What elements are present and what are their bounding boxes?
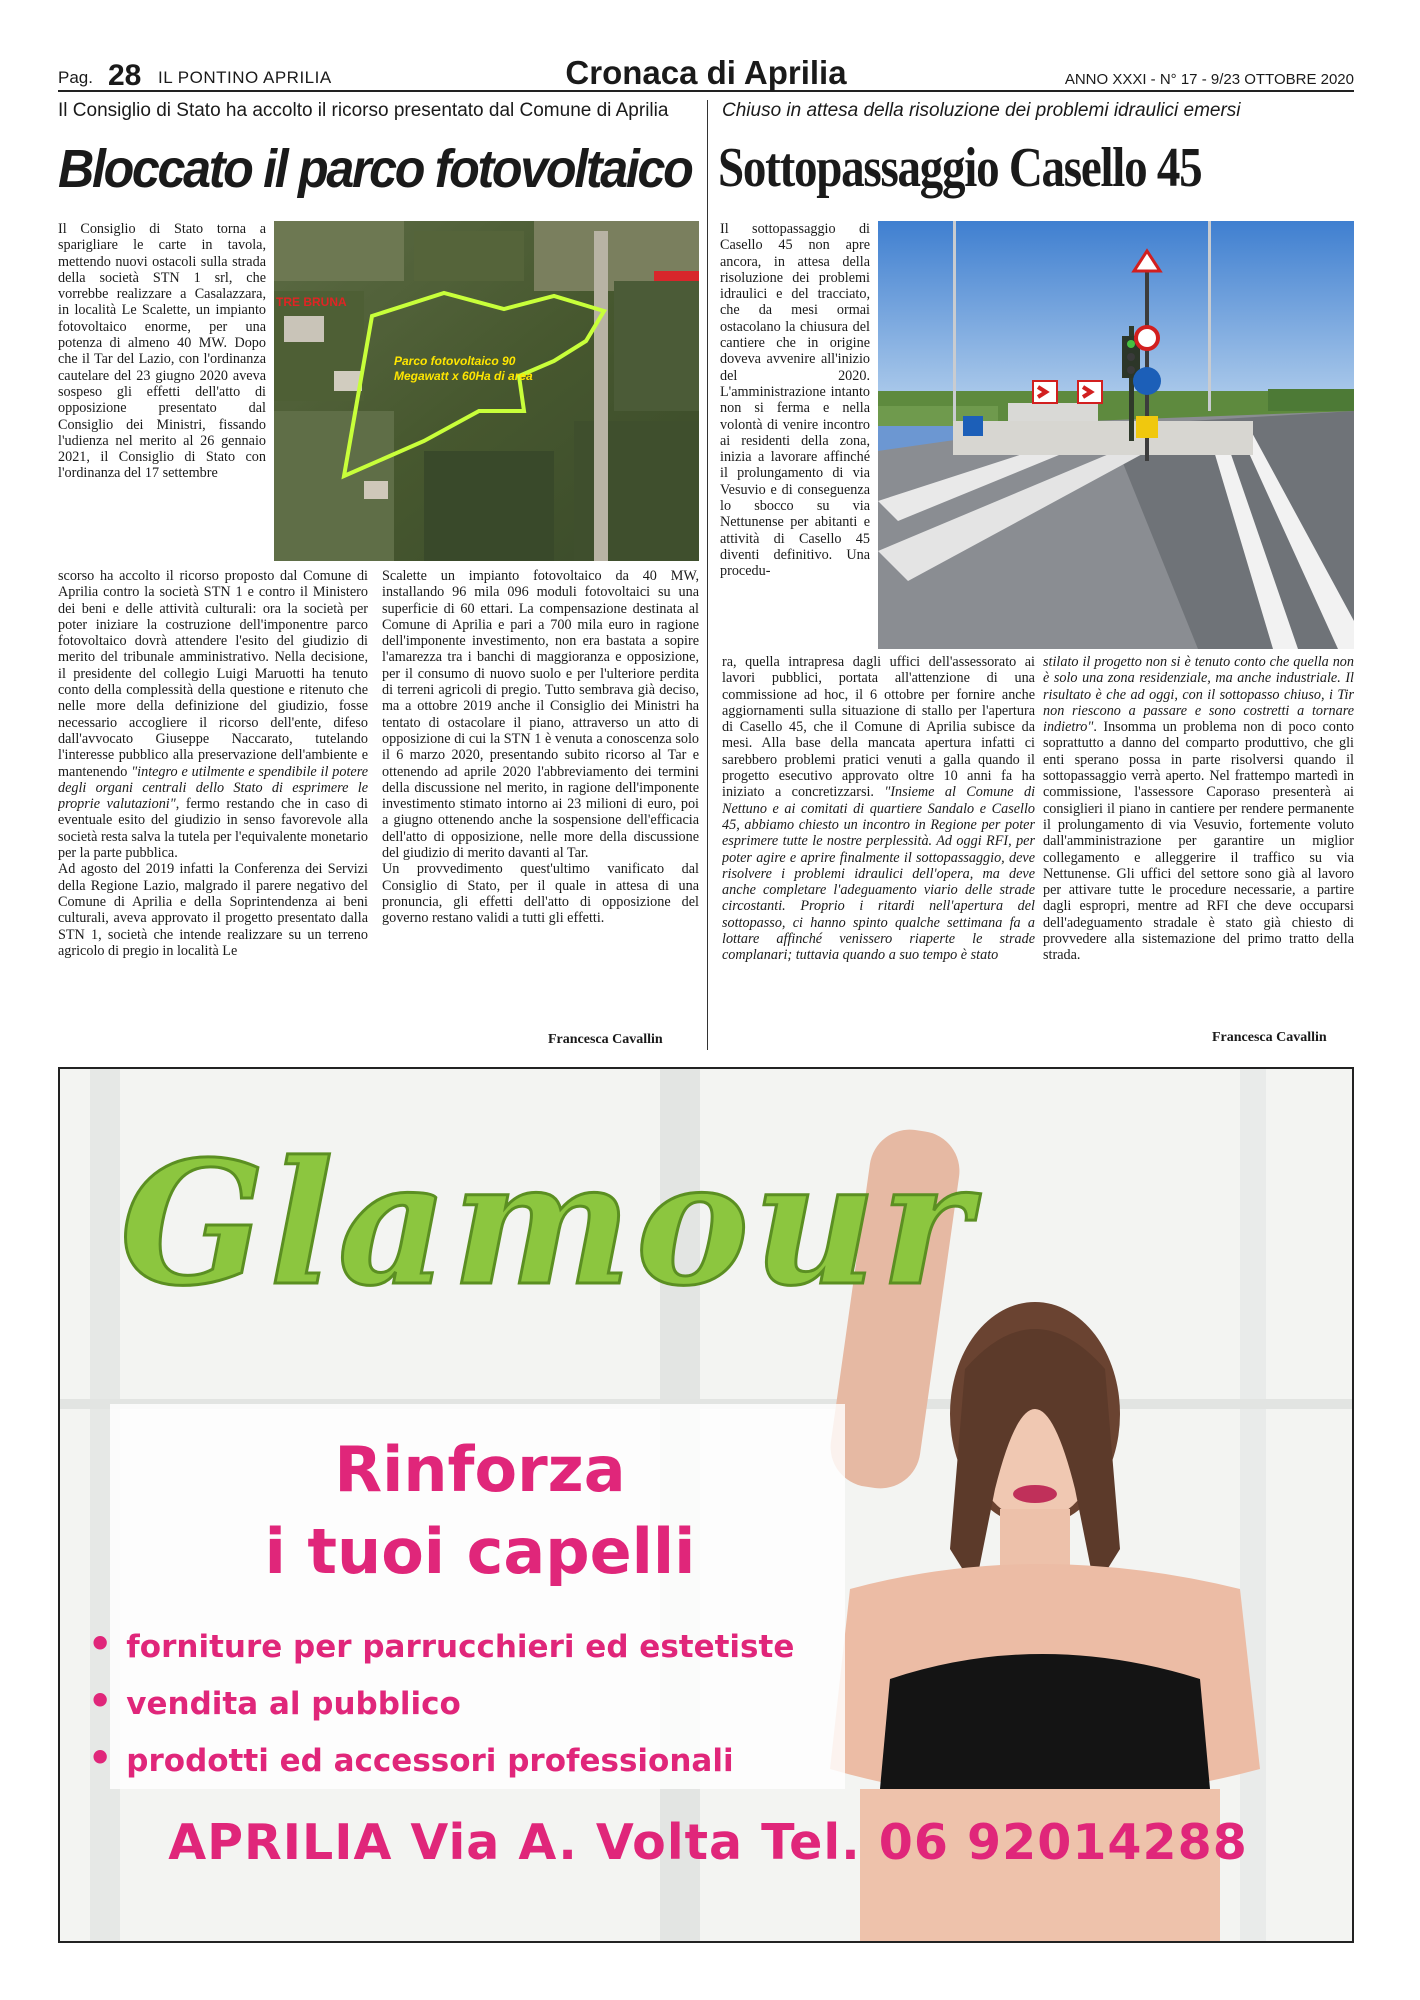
ad-service-item: • prodotti ed accessori professionali <box>88 1731 794 1788</box>
right-article-intro-text: Il sottopassaggio di Casello 45 non apre ancora, in attesa della risoluzione dei problemi idraulici e del tracciato, che da mesi ormai ostacolano la chiusura del cantiere che in origine doveva avvenire all'inizio del 2020. L'amministrazione intanto non si ferma e nella volontà di venire incontro ai residenti della zona, inizia a lavorare affinché il prolungamento di via Vesuvio e di conseguenza lo sbocco su via Nettunense per abitanti e attività di Casello 45 diventi definitivo. Una procedu- <box>720 221 870 580</box>
ad-brand-logo: Glamour <box>120 1124 975 1324</box>
left-article-column-1 <box>58 568 368 1046</box>
newspaper-name: IL PONTINO APRILIA <box>158 68 332 87</box>
page-number: 28 <box>108 59 142 92</box>
page-label: Pag. <box>58 68 93 87</box>
left-col1-text-a: scorso ha accolto il ricorso proposto dal Comune di Aprilia contro la società STN 1 e contro il Ministero dei beni e delle attività culturali: ora la società per poter iniziare la costruzione dell'imponentre parco fotovoltaico dovrà attendere l'esito del giudizio di merito del tribunale amministrativo. Nella decisione, il presidente del collegio Luigi Maruotti ha tenuto conto della complessità della questione e ritenuto che nelle more della definizione del giudizio, fosse necessario accogliere il ricorso dell'ente, difeso dall'avvocato Giuseppe Naccarato, tutelando l'interesse pubblico alla preservazione dell'ambiente e mantenendo <box>58 568 368 780</box>
left-article-kicker: Il Consiglio di Stato ha accolto il ricorso presentato dal Comune di Aprilia <box>58 100 669 121</box>
left-article-intro-text: Il Consiglio di Stato torna a sparigliare le carte in tavola, mettendo nuovi ostacoli sulla strada della società STN 1 srl, che vorrebbe realizzare a Casalazzara, in località Le Scalette, un impianto fotovoltaico enorme, per una potenza di almeno 40 MW. Dopo che il Tar del Lazio, con l'ordinanza cautelare del 23 giugno 2020 aveva sospeso gli effetti dell'atto di opposizione presentato dal Consiglio dei Ministri, fissando l'udienza nel merito al 26 gennaio 2021, il Consiglio di Stato con l'ordinanza del 17 settembre <box>58 221 266 482</box>
aerial-photo <box>274 221 699 561</box>
aerial-caption-line-2: Megawatt x 60Ha di area <box>394 369 533 383</box>
right-article-intro <box>720 221 870 649</box>
left-article-intro <box>58 221 266 563</box>
left-col2-paragraph-b: Un provvedimento quest'ultimo vanificato dal Consiglio di Stato, per il quale in attesa di una pronuncia, gli effetti dell'atto di opposizione del governo restano validi a tutti gli effetti. <box>382 861 699 927</box>
left-col1-text-b: , fermo restando che in caso di eventuale esito del giudizio in senso favorevole alla società resta salva la tutela per l'equivalente monetario per la parte pubblica. <box>58 796 368 862</box>
right-article-column-3 <box>1043 654 1354 1030</box>
issue-info: ANNO XXXI - N° 17 - 9/23 OTTOBRE 2020 <box>1064 71 1354 88</box>
ad-headline <box>120 1429 840 1593</box>
right-article-headline: Sottopassaggio Casello 45 <box>718 137 1202 199</box>
left-col1-paragraph-c: Ad agosto del 2019 infatti la Conferenza dei Servizi della Regione Lazio, malgrado il parere negativo del Comune di Aprilia e della Soprintendenza ai beni culturali, aveva approvato il progetto presentato dalla STN 1, società che intende realizzare su un terreno agricolo di pregio in località Le <box>58 861 368 959</box>
ad-headline-line-1: Rinforza <box>334 1433 626 1506</box>
left-col1-quote: "integro e utilmente e spendibile il potere degli organi centrali dello Stato di esprimere le proprie valutazioni" <box>58 763 368 813</box>
page-header <box>58 54 1354 92</box>
aerial-photo-graphic <box>274 221 699 561</box>
ad-service-item: • forniture per parrucchieri ed estetiste <box>88 1617 794 1674</box>
right-col2-text: ra, quella intrapresa dagli uffici dell'assessorato ai lavori pubblici, portata all'attenzione di una commissione ad hoc, il 6 ottobre per fornire anche aggiornamenti sulla situazione di stallo per l'apertura di Casello 45, che il Comune di Aprilia subisce da mesi. Alla base della mancata apertura infatti ci sarebbero problemi pratici venuti a galla quando il progetto esecutivo approvato oltre 10 anni fa ha iniziato a concretizzarsi. <box>722 654 1035 801</box>
right-article-kicker: Chiuso in attesa della risoluzione dei problemi idraulici emersi <box>722 100 1241 121</box>
left-col1-paragraph-a <box>58 568 368 861</box>
left-col2-paragraph-a: Scalette un impianto fotovoltaico da 40 MW, installando 96 mila 096 moduli fotovoltaici su una superficie di 60 ettari. La compensazione destinata al Comune di Aprilia e pari a 700 mila euro in ragione dell'imponente investimento, non era bastata a sopire l'amarezza tra i banchi di maggioranza e opposizione, per il consumo di nuovo suolo e per l'ulteriore perdita di terreni agricoli di pregio. Tutto sembrava già deciso, ma a ottobre 2019 anche il Consiglio dei Ministri ha tentato di ostacolare il piano, attraverso un atto di opposizione di cui la STN 1 è venuta a conoscenza solo il 6 marzo 2020, presentando subito ricorso al Tar e ottenendo ad aprile 2020 l'abbreviamento dei termini della discussione nel merito, in ragione dell'imponente investimento stimato intorno ai 23 milioni di euro, poi a giugno ottenendo anche la sospensione dell'efficacia dell'atto di opposizione, nelle more della discussione del giudizio di merito davanti al Tar. <box>382 568 699 862</box>
column-divider <box>707 100 708 1050</box>
right-col2-quote: "Insieme al Comune di Nettuno e ai comitati di quartiere Sandalo e Casello 45, abbiamo chiesto un incontro in Regione per poter esprimere tutte le nostre perplessità. Ad oggi RFI, per poter agire e aprire finalmente il sottopassaggio, deve risolvere i problemi idraulici dell'opera, ma deve anche completare l'adeguamento viario delle strade circostanti. Proprio i ritardi nell'apertura del sottopasso, ci hanno spinto qualche settimana fa a lottare affinché venissero riaperte le strade complanari; tuttavia quando a suo tempo è stato <box>722 784 1035 964</box>
right-col3-text: . Insomma un problema non di poco conto soprattutto a danno del comparto produttivo, che gli enti sperano possa in parte risolversi quando il sottopassaggio verrà aperto. Nel frattempo martedì in commissione, l'assessore Caporaso presenterà ai consiglieri il piano in cantiere per rendere permanente il prolungamento di via Vesuvio, fortemente voluto dall'amministrazione per garantire un miglior collegamento e alleggerire il traffico su via Nettunense. Gli uffici del settore sono già al lavoro per attivare tutte le procedure necessarie, a partire dagli espropri, mentre ad RFI che deve occuparsi dell'adeguamento stradale è stato già chiesto di provvedere alla sistemazione del primo tratto della strada. <box>1043 719 1354 964</box>
ad-services-list <box>88 1617 794 1788</box>
left-article-column-2 <box>382 568 699 1030</box>
ad-service-item: • vendita al pubblico <box>88 1674 794 1731</box>
underpass-photo <box>878 221 1354 649</box>
section-title: Cronaca di Aprilia <box>565 54 847 91</box>
right-article-column-2 <box>722 654 1035 1049</box>
left-article-byline: Francesca Cavallin <box>548 1032 663 1047</box>
glamour-advertisement <box>58 1067 1354 1943</box>
ad-contact-line: APRILIA Via A. Volta Tel. 06 92014288 <box>168 1814 1248 1871</box>
underpass-photo-graphic <box>878 221 1354 649</box>
aerial-photo-caption <box>394 354 533 384</box>
ad-headline-line-2: i tuoi capelli <box>264 1515 696 1588</box>
left-article-headline: Bloccato il parco fotovoltaico <box>58 139 692 199</box>
right-col3-paragraph <box>1043 654 1354 964</box>
aerial-caption-line-1: Parco fotovoltaico 90 <box>394 354 516 368</box>
right-article-byline: Francesca Cavallin <box>1212 1030 1327 1045</box>
aerial-place-label: TRE BRUNA <box>276 295 347 309</box>
right-col2-paragraph <box>722 654 1035 964</box>
right-col3-quote: stilato il progetto non si è tenuto conto che quella non è solo una zona residenziale, ma anche industriale. Il risultato è che ad oggi, con il sottopasso chiuso, i Tir non riescono a passare e sono costretti a tornare indietro" <box>1043 654 1354 736</box>
